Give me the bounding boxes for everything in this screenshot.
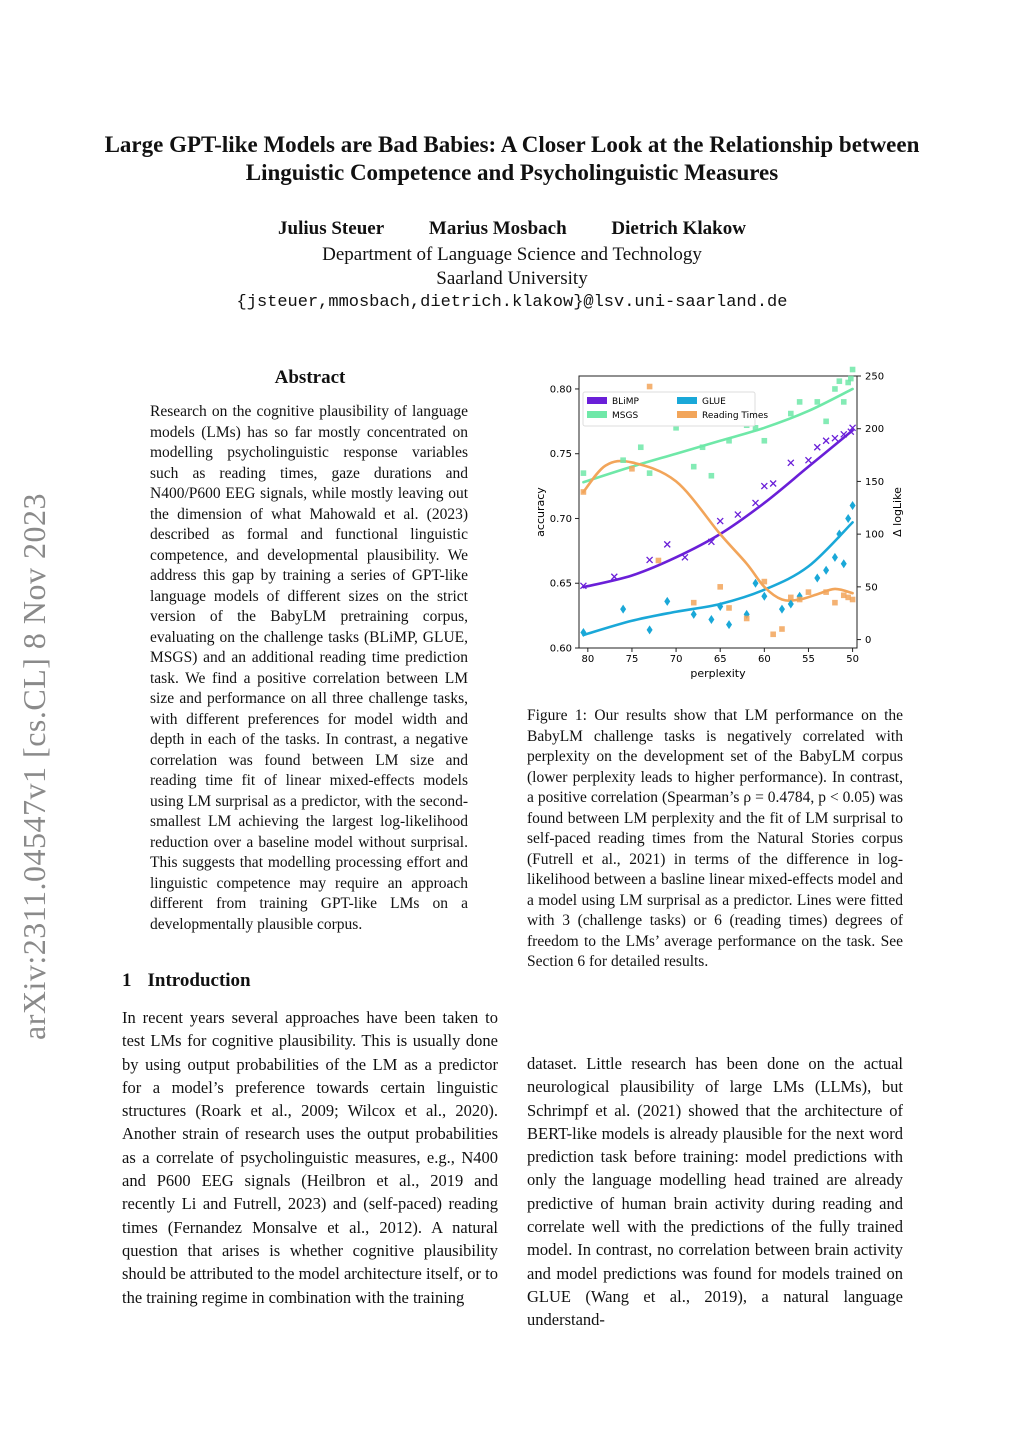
legend-swatch xyxy=(587,397,607,404)
author-name: Dietrich Klakow xyxy=(611,218,746,239)
msgs-point xyxy=(837,378,843,384)
reading-times-point xyxy=(629,466,635,472)
reading-times-point xyxy=(717,584,723,590)
msgs-point xyxy=(850,367,856,373)
blimp-point xyxy=(647,557,653,563)
glue-point xyxy=(647,625,653,634)
chart-legend xyxy=(583,392,768,426)
msgs-point xyxy=(797,399,803,405)
blimp-point xyxy=(611,574,617,580)
x-axis-label: perplexity xyxy=(690,667,746,680)
glue-point xyxy=(664,597,670,606)
reading-times-point xyxy=(762,579,768,585)
x-tick-label: 60 xyxy=(757,654,771,665)
reading-times-point xyxy=(726,605,732,611)
x-tick-label: 75 xyxy=(625,654,639,665)
msgs-point xyxy=(691,464,697,470)
blimp-point xyxy=(832,435,838,441)
blimp-point xyxy=(735,512,741,518)
blimp-point xyxy=(823,438,829,444)
y-tick-label: 0.75 xyxy=(549,449,572,461)
intro-text-left-column: In recent years several approaches have been taken to test LMs for cognitive plausibility. This is usually done by using output probabilities of the LM as a predictor for a model’s preference towards certain linguistic structures (Roark et al., 2009; Wilcox et al., 2020). Another strain of research uses the output probabilities as a correlate of psycholinguistic measures, e.g., N400 and P600 EEG signals (Heilbron et al., 2019 and recently Li and Futrell, 2023) and (self-paced) reading times (Fernandez Monsalve et al., 2012). A natural question that arises is whether cognitive plausibility should be attributed to the model architecture itself, or to the training regime in combination with the training xyxy=(122,1008,498,1307)
x-tick-label: 65 xyxy=(713,654,727,665)
section-heading-introduction xyxy=(122,970,251,992)
glue-point xyxy=(823,566,829,575)
msgs-point xyxy=(762,438,768,444)
y-axis-label: accuracy xyxy=(534,487,547,537)
abstract-text: Research on the cognitive plausibility of language models (LMs) has so far mostly concentrated on modelling psycholinguistic response variables such as reading times, gaze durations and N400/P600 EEG signals, while mostly leaving out the dimension of what Mahowald et al. (2023) described as formal and functional linguistic competence, and developmental plausibility. We address this gap by training a series of GPT-like language models of different sizes on the strict version of the BabyLM pretraining corpus, evaluating on the challenge tasks (BLiMP, GLUE, MSGS) and an additional reading time prediction task. We find a positive correlation between LM size and performance on all three challenge tasks, with different preferences for model width and depth in each of the tasks. In contrast, a negative correlation was found between LM size and reading time fit of linear mixed-effects models using LM surprisal as a predictor, with the second-smallest LM achieving the largest log-likelihood reduction over a baseline model without surprisal. This suggests that modelling processing effort and linguistic competence may require an approach different from training GPT-like LMs on a developmentally plausible corpus. xyxy=(150,403,468,933)
msgs-point xyxy=(647,470,653,476)
blimp-point xyxy=(753,500,759,506)
legend-swatch xyxy=(587,411,607,418)
glue-point xyxy=(620,605,626,614)
reading-times-fit-line xyxy=(583,461,852,601)
glue-point xyxy=(841,559,847,568)
legend-label: GLUE xyxy=(702,397,726,407)
msgs-point xyxy=(709,473,715,479)
y2-tick-label: 50 xyxy=(865,582,878,594)
reading-times-point xyxy=(823,589,829,595)
blimp-point xyxy=(664,541,670,547)
y2-tick-label: 250 xyxy=(865,371,885,383)
blimp-point xyxy=(770,481,776,487)
blimp-point xyxy=(805,457,811,463)
reading-times-point xyxy=(744,616,750,622)
department: Department of Language Science and Technology xyxy=(322,244,702,265)
figure-caption: Figure 1: Our results show that LM performance on the BabyLM challenge tasks is negatively correlated with perplexity on the development set of the BabyLM corpus (lower perplexity leads to higher performance). In contrast, a positive correlation (Spearman’s ρ = 0.4784, p < 0.05) was found between LM perplexity and the fit of LM surprisal to self-paced reading times from the Natural Stories corpus (Futrell et al., 2021) in terms of the difference in log-likelihood between a basline linear mixed-effects model and a model using LM surprisal as a predictor. Lines were fitted with 3 (challenge tasks) or 6 (reading times) degrees of freedom to the LMs’ average performance on the task. See Section 6 for detailed results. xyxy=(527,707,903,970)
figure-1-chart xyxy=(527,366,907,686)
glue-point xyxy=(845,514,851,523)
reading-times-point xyxy=(797,597,803,603)
blimp-point xyxy=(814,444,820,450)
section-number: 1 xyxy=(122,970,132,991)
blimp-point xyxy=(788,460,794,466)
glue-point xyxy=(850,501,856,510)
reading-times-point xyxy=(656,558,662,564)
blimp-point xyxy=(761,483,767,489)
y2-tick-label: 0 xyxy=(865,635,872,647)
glue-point xyxy=(761,592,767,601)
x-tick-label: 50 xyxy=(846,654,859,665)
reading-times-point xyxy=(779,626,785,632)
author-emails: {jsteuer,mmosbach,dietrich.klakow}@lsv.uni-saarland.de xyxy=(236,293,788,312)
y2-axis-label: Δ logLike xyxy=(891,487,904,537)
reading-times-point xyxy=(832,600,838,606)
author-list xyxy=(100,218,924,240)
reading-times-point xyxy=(581,489,587,495)
msgs-point xyxy=(700,444,706,450)
blimp-point xyxy=(717,518,723,524)
reading-times-point xyxy=(647,384,653,390)
abstract-heading: Abstract xyxy=(274,367,346,388)
reading-times-point xyxy=(691,600,697,606)
legend-swatch xyxy=(677,411,697,418)
reading-times-point xyxy=(806,589,812,595)
y-tick-label: 0.70 xyxy=(549,513,572,525)
legend-label: BLiMP xyxy=(612,397,639,407)
glue-point xyxy=(708,615,714,624)
msgs-point xyxy=(581,470,587,476)
y-tick-label: 0.80 xyxy=(549,384,572,396)
legend-label: Reading Times xyxy=(702,411,769,421)
msgs-point xyxy=(620,457,626,463)
y-tick-label: 0.60 xyxy=(549,643,572,655)
reading-times-point xyxy=(770,631,776,637)
msgs-point xyxy=(848,376,854,382)
y-tick-label: 0.65 xyxy=(549,578,572,590)
x-tick-label: 70 xyxy=(669,654,683,665)
author-name: Marius Mosbach xyxy=(428,218,567,239)
author-name: Julius Steuer xyxy=(278,218,385,239)
glue-point xyxy=(691,610,697,619)
x-tick-label: 80 xyxy=(581,654,595,665)
glue-point xyxy=(726,620,732,629)
y2-tick-label: 150 xyxy=(865,476,885,488)
section-title: Introduction xyxy=(147,970,251,991)
affiliation xyxy=(100,243,924,315)
msgs-point xyxy=(841,399,847,405)
x-tick-label: 55 xyxy=(802,654,815,665)
msgs-point xyxy=(832,386,838,392)
msgs-point xyxy=(788,411,794,417)
glue-point xyxy=(814,574,820,583)
msgs-point xyxy=(638,444,644,450)
y2-tick-label: 100 xyxy=(865,529,885,541)
reading-times-point xyxy=(850,597,856,603)
y2-tick-label: 200 xyxy=(865,424,885,436)
paper-title: Large GPT-like Models are Bad Babies: A Closer Look at the Relationship between Linguistic Competence and Psycholinguistic Measures xyxy=(104,132,920,185)
msgs-point xyxy=(823,419,829,425)
reading-times-point xyxy=(788,595,794,601)
blimp-point xyxy=(682,554,688,560)
university: Saarland University xyxy=(436,268,588,289)
glue-point xyxy=(779,605,785,614)
legend-swatch xyxy=(677,397,697,404)
msgs-point xyxy=(814,399,820,405)
msgs-point xyxy=(726,438,732,444)
arxiv-identifier: arXiv:2311.04547v1 [cs.CL] 8 Nov 2023 xyxy=(16,492,52,1040)
legend-label: MSGS xyxy=(612,411,639,421)
glue-point xyxy=(832,553,838,562)
intro-text-right-column: dataset. Little research has been done on the actual neurological plausibility of large LMs (LLMs), but Schrimpf et al. (2021) showed that the architecture of BERT-like models is already plausible for the next word prediction task before training: model predictions with only the language modelling head trained are already predictive of human brain activity during reading and correlate well with the predictions of the fully trained model. In contrast, no correlation between brain activity and model predictions was found for models trained on GLUE (Wang et al., 2019), a natural language understand- xyxy=(527,1054,903,1330)
